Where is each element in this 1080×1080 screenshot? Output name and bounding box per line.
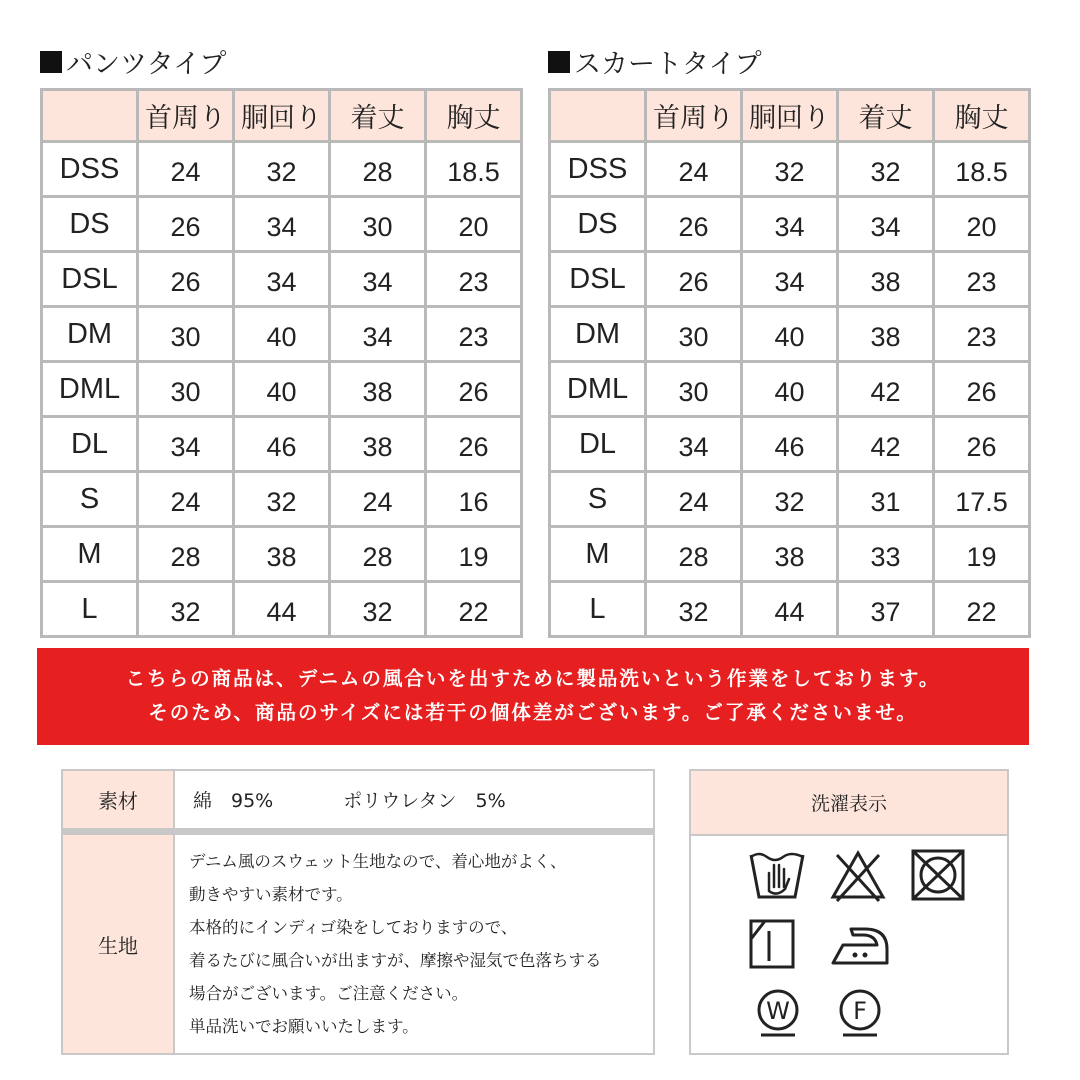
measurement-cell: 40 — [742, 362, 838, 417]
skirt-title-text: スカートタイプ — [574, 49, 762, 80]
fabric-line: 動きやすい素材です。 — [189, 885, 353, 904]
measurement-cell: 46 — [234, 417, 330, 472]
measurement-cell: 44 — [742, 582, 838, 637]
measurement-cell: 34 — [234, 197, 330, 252]
measurement-cell: 32 — [330, 582, 426, 637]
table-row — [42, 197, 522, 252]
pants-title-text: パンツタイプ — [66, 49, 227, 80]
column-header: 首周り — [646, 90, 742, 142]
fabric-line: デニム風のスウェット生地なので、着心地がよく、 — [189, 852, 567, 871]
size-label: M — [42, 527, 138, 582]
material-cotton: 綿 95% — [193, 790, 274, 812]
care-title: 洗濯表示 — [691, 771, 1007, 836]
measurement-cell: 30 — [330, 197, 426, 252]
measurement-cell: 32 — [646, 582, 742, 637]
measurement-cell: 20 — [934, 197, 1030, 252]
pants-section-title — [40, 42, 226, 81]
measurement-cell: 28 — [646, 527, 742, 582]
table-row — [550, 582, 1030, 637]
size-label: DL — [42, 417, 138, 472]
measurement-cell: 34 — [646, 417, 742, 472]
size-label: M — [550, 527, 646, 582]
measurement-cell: 38 — [330, 362, 426, 417]
wet-clean-letter: W — [766, 997, 790, 1025]
column-header: 胸丈 — [934, 90, 1030, 142]
measurement-cell: 26 — [426, 362, 522, 417]
measurement-cell: 22 — [426, 582, 522, 637]
measurement-cell: 17.5 — [934, 472, 1030, 527]
measurement-cell: 26 — [138, 197, 234, 252]
hand-wash-icon — [747, 847, 807, 903]
table-row — [42, 142, 522, 197]
square-bullet-icon — [548, 51, 570, 73]
size-label: DS — [550, 197, 646, 252]
table-row — [550, 197, 1030, 252]
measurement-cell: 40 — [234, 362, 330, 417]
table-row — [42, 252, 522, 307]
column-header: 胸丈 — [426, 90, 522, 142]
measurement-cell: 30 — [138, 362, 234, 417]
measurement-cell: 34 — [742, 252, 838, 307]
table-header-row — [550, 90, 1030, 142]
measurement-cell: 32 — [138, 582, 234, 637]
column-header: 胴回り — [742, 90, 838, 142]
measurement-cell: 19 — [934, 527, 1030, 582]
measurement-cell: 24 — [138, 142, 234, 197]
measurement-cell: 30 — [646, 307, 742, 362]
size-label: S — [42, 472, 138, 527]
drip-dry-shade-icon — [747, 917, 797, 971]
fabric-line: 本格的にインディゴ染をしておりますので、 — [189, 918, 518, 937]
measurement-cell: 38 — [838, 307, 934, 362]
measurement-cell: 32 — [742, 472, 838, 527]
table-row — [550, 472, 1030, 527]
size-label: L — [550, 582, 646, 637]
material-info-box — [61, 769, 655, 1055]
measurement-cell: 26 — [426, 417, 522, 472]
size-label: L — [42, 582, 138, 637]
measurement-cell: 24 — [646, 142, 742, 197]
measurement-cell: 42 — [838, 362, 934, 417]
material-value — [175, 771, 653, 828]
fabric-row — [63, 835, 653, 1053]
measurement-cell: 26 — [934, 417, 1030, 472]
measurement-cell: 44 — [234, 582, 330, 637]
size-label: DSS — [42, 142, 138, 197]
column-header: 首周り — [138, 90, 234, 142]
size-label: DL — [550, 417, 646, 472]
column-header: 着丈 — [330, 90, 426, 142]
measurement-cell: 38 — [838, 252, 934, 307]
size-label: DM — [42, 307, 138, 362]
notice-banner — [37, 648, 1029, 745]
square-bullet-icon — [40, 51, 62, 73]
material-label: 素材 — [63, 771, 173, 828]
pants-size-table — [40, 88, 523, 638]
measurement-cell: 34 — [330, 307, 426, 362]
measurement-cell: 28 — [330, 527, 426, 582]
size-label: DM — [550, 307, 646, 362]
measurement-cell: 32 — [838, 142, 934, 197]
measurement-cell: 40 — [742, 307, 838, 362]
skirt-size-table — [548, 88, 1031, 638]
measurement-cell: 26 — [934, 362, 1030, 417]
measurement-cell: 38 — [234, 527, 330, 582]
no-bleach-icon — [829, 847, 887, 903]
dry-clean-letter: F — [853, 997, 867, 1025]
measurement-cell: 32 — [742, 142, 838, 197]
iron-medium-icon — [829, 921, 891, 969]
size-label: DML — [550, 362, 646, 417]
measurement-cell: 34 — [138, 417, 234, 472]
corner-cell — [550, 90, 646, 142]
fabric-label: 生地 — [63, 835, 173, 1053]
measurement-cell: 24 — [138, 472, 234, 527]
measurement-cell: 31 — [838, 472, 934, 527]
measurement-cell: 34 — [234, 252, 330, 307]
measurement-cell: 33 — [838, 527, 934, 582]
measurement-cell: 28 — [330, 142, 426, 197]
measurement-cell: 38 — [330, 417, 426, 472]
measurement-cell: 23 — [934, 252, 1030, 307]
measurement-cell: 18.5 — [426, 142, 522, 197]
measurement-cell: 26 — [646, 197, 742, 252]
size-label: DS — [42, 197, 138, 252]
measurement-cell: 20 — [426, 197, 522, 252]
measurement-cell: 24 — [330, 472, 426, 527]
measurement-cell: 30 — [646, 362, 742, 417]
size-label: DSS — [550, 142, 646, 197]
material-row — [63, 771, 653, 828]
fabric-description — [175, 835, 653, 1053]
measurement-cell: 24 — [646, 472, 742, 527]
measurement-cell: 32 — [234, 472, 330, 527]
table-row — [550, 252, 1030, 307]
column-header: 胴回り — [234, 90, 330, 142]
measurement-cell: 18.5 — [934, 142, 1030, 197]
measurement-cell: 32 — [234, 142, 330, 197]
care-label-box — [689, 769, 1009, 1055]
measurement-cell: 37 — [838, 582, 934, 637]
measurement-cell: 30 — [138, 307, 234, 362]
measurement-cell: 42 — [838, 417, 934, 472]
measurement-cell: 19 — [426, 527, 522, 582]
measurement-cell: 16 — [426, 472, 522, 527]
fabric-line: 場合がございます。ご注意ください。 — [189, 984, 469, 1003]
fabric-line: 着るたびに風合いが出ますが、摩擦や湿気で色落ちする — [189, 951, 602, 970]
material-polyurethane: ポリウレタン 5% — [343, 790, 506, 812]
table-row — [550, 307, 1030, 362]
column-header: 着丈 — [838, 90, 934, 142]
measurement-cell: 28 — [138, 527, 234, 582]
no-tumble-dry-icon — [909, 847, 967, 903]
measurement-cell: 26 — [646, 252, 742, 307]
measurement-cell: 34 — [838, 197, 934, 252]
wet-clean-w-icon — [753, 987, 803, 1039]
table-row — [42, 307, 522, 362]
table-row — [550, 362, 1030, 417]
measurement-cell: 34 — [742, 197, 838, 252]
measurement-cell: 23 — [426, 307, 522, 362]
table-row — [42, 417, 522, 472]
measurement-cell: 34 — [330, 252, 426, 307]
table-row — [550, 417, 1030, 472]
size-label: S — [550, 472, 646, 527]
notice-line-2: そのため、商品のサイズには若干の個体差がございます。ご了承くださいませ。 — [148, 701, 918, 724]
table-row — [42, 472, 522, 527]
fabric-line: 単品洗いでお願いいたします。 — [189, 1017, 419, 1036]
table-row — [42, 582, 522, 637]
measurement-cell: 40 — [234, 307, 330, 362]
notice-line-1: こちらの商品は、デニムの風合いを出すために製品洗いという作業をしております。 — [125, 667, 941, 690]
table-row — [550, 527, 1030, 582]
measurement-cell: 23 — [426, 252, 522, 307]
measurement-cell: 22 — [934, 582, 1030, 637]
table-header-row — [42, 90, 522, 142]
skirt-section-title — [548, 42, 762, 81]
corner-cell — [42, 90, 138, 142]
table-row — [42, 527, 522, 582]
measurement-cell: 46 — [742, 417, 838, 472]
table-row — [42, 362, 522, 417]
measurement-cell: 26 — [138, 252, 234, 307]
measurement-cell: 23 — [934, 307, 1030, 362]
size-label: DSL — [550, 252, 646, 307]
size-label: DML — [42, 362, 138, 417]
table-row — [550, 142, 1030, 197]
dry-clean-f-icon — [835, 987, 885, 1039]
measurement-cell: 38 — [742, 527, 838, 582]
size-label: DSL — [42, 252, 138, 307]
